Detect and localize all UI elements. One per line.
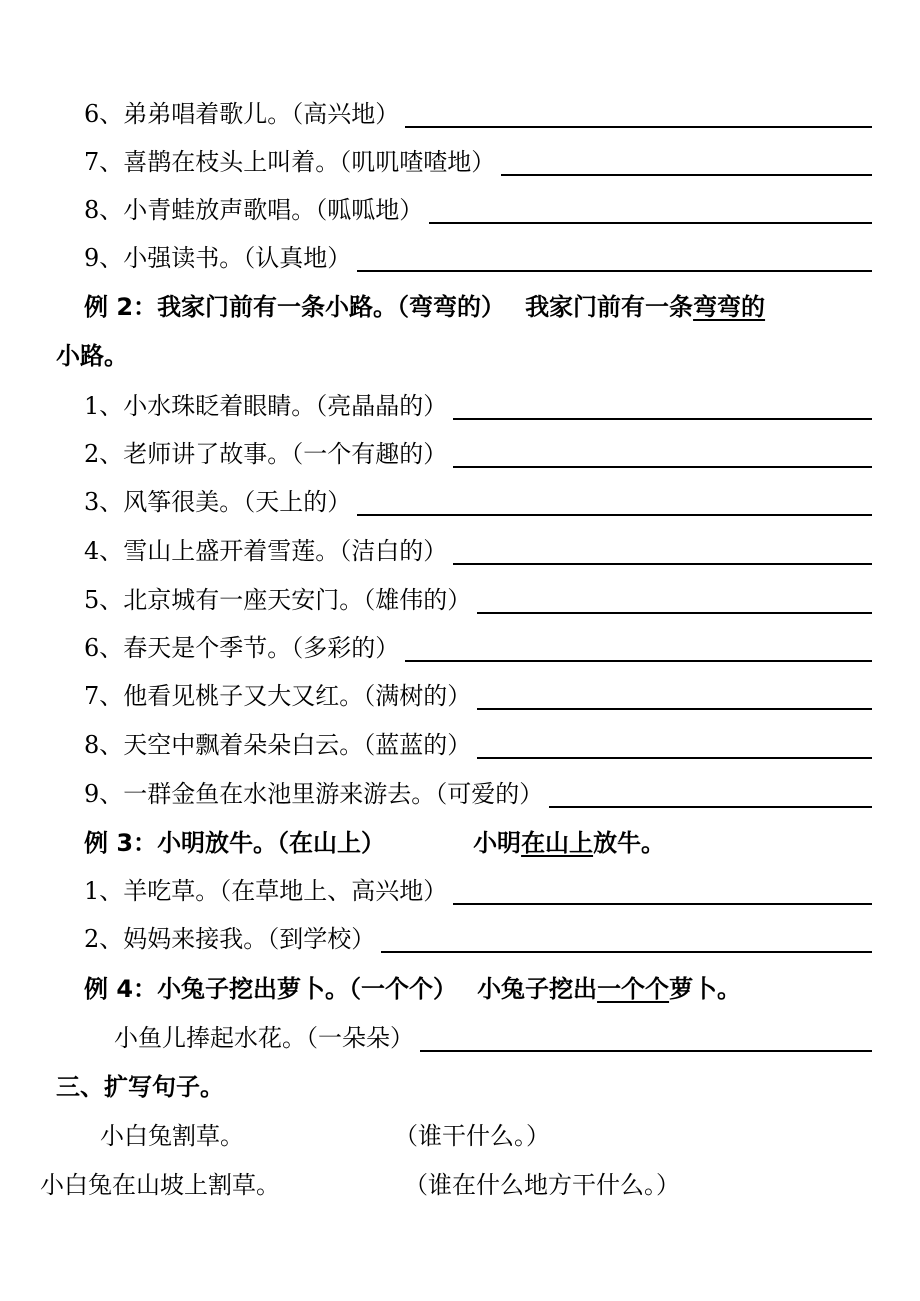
answer-blank[interactable] (357, 514, 872, 516)
exercise-item (84, 476, 872, 520)
example-answer: 小兔子挖出一个个萝卜。 (477, 975, 742, 1003)
item-text: 6、弟弟唱着歌儿。（高兴地） (84, 100, 400, 128)
answer-blank[interactable] (405, 126, 872, 128)
example-prompt: 小明放牛。（在山上） (157, 829, 386, 857)
example-2-continuation: 小路。 (56, 342, 128, 370)
sentence-text: 小白兔割草。 (100, 1122, 244, 1150)
answer-blank[interactable] (453, 466, 872, 468)
answer-blank[interactable] (549, 806, 872, 808)
example-4 (84, 963, 884, 1007)
exercise-item (84, 622, 872, 666)
answer-blank[interactable] (381, 951, 872, 953)
item-text: 3、风筝很美。（天上的） (84, 488, 352, 516)
sentence-hint: （谁干什么。） (394, 1122, 550, 1150)
answer-blank[interactable] (501, 174, 872, 176)
exercise-item (84, 768, 872, 812)
exercise-item (84, 184, 872, 228)
sentence-row (40, 1159, 800, 1203)
example-answer: 我家门前有一条弯弯的 (525, 293, 766, 321)
example-2 (84, 281, 884, 325)
answer-blank[interactable] (453, 563, 872, 565)
answer-blank[interactable] (453, 903, 872, 905)
exercise-item (84, 913, 872, 957)
item-text: 7、他看见桃子又大又红。（满树的） (84, 682, 472, 710)
item-text: 1、小水珠眨着眼睛。（亮晶晶的） (84, 392, 448, 420)
answer-blank[interactable] (420, 1050, 872, 1052)
exercise-item (84, 232, 872, 276)
exercise-item (84, 525, 872, 569)
example-label: 例 2： (84, 293, 158, 321)
sentence-hint: （谁在什么地方干什么。） (404, 1171, 680, 1199)
item-text: 2、老师讲了故事。（一个有趣的） (84, 440, 448, 468)
exercise-item (84, 574, 872, 618)
exercise-item (114, 1012, 872, 1056)
example-answer: 小明在山上放牛。 (473, 829, 666, 857)
item-text: 9、一群金鱼在水池里游来游去。（可爱的） (84, 780, 544, 808)
answer-blank[interactable] (477, 612, 872, 614)
exercise-item (84, 719, 872, 763)
sentence-text: 小白兔在山坡上割草。 (40, 1171, 280, 1199)
item-text: 8、天空中飘着朵朵白云。（蓝蓝的） (84, 731, 472, 759)
answer-blank[interactable] (477, 757, 872, 759)
exercise-item (84, 88, 872, 132)
item-text: 8、小青蛙放声歌唱。（呱呱地） (84, 196, 424, 224)
example-3 (84, 817, 872, 861)
answer-blank[interactable] (405, 660, 872, 662)
answer-blank[interactable] (453, 418, 872, 420)
item-text: 1、羊吃草。（在草地上、高兴地） (84, 877, 448, 905)
answer-blank[interactable] (477, 708, 872, 710)
item-text: 7、喜鹊在枝头上叫着。（叽叽喳喳地） (84, 148, 496, 176)
item-text: 9、小强读书。（认真地） (84, 244, 352, 272)
item-text: 6、春天是个季节。（多彩的） (84, 634, 400, 662)
example-label: 例 4： (84, 975, 158, 1003)
sentence-row (100, 1110, 700, 1154)
exercise-item (84, 136, 872, 180)
item-text: 小鱼儿捧起水花。（一朵朵） (114, 1024, 414, 1052)
item-text: 4、雪山上盛开着雪莲。（洁白的） (84, 537, 448, 565)
answer-blank[interactable] (357, 270, 872, 272)
example-label: 例 3： (84, 829, 158, 857)
answer-blank[interactable] (429, 222, 872, 224)
exercise-item (84, 865, 872, 909)
exercise-item (84, 428, 872, 472)
example-prompt: 小兔子挖出萝卜。（一个个） (157, 975, 458, 1003)
example-prompt: 我家门前有一条小路。（弯弯的） (157, 293, 506, 321)
exercise-item (84, 670, 872, 714)
exercise-item (84, 380, 872, 424)
item-text: 5、北京城有一座天安门。（雄伟的） (84, 586, 472, 614)
item-text: 2、妈妈来接我。（到学校） (84, 925, 376, 953)
section-heading: 三、扩写句子。 (56, 1073, 224, 1101)
